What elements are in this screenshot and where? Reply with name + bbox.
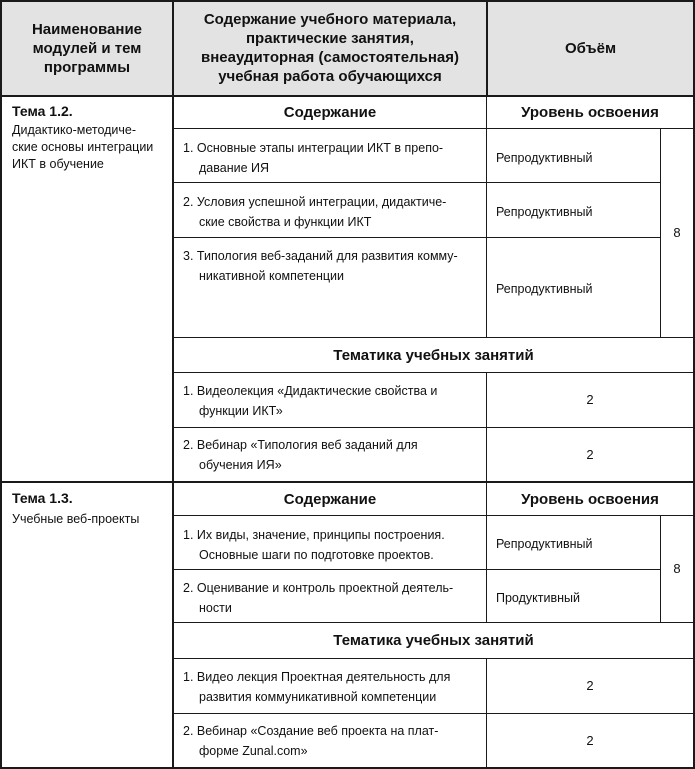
content-item: 1. Их виды, значение, принципы построения. Основные шаги по подготовке проектов. [183,528,445,562]
content-volume: 8 [673,561,681,576]
content-volume: 8 [673,225,681,240]
header-modules-title: Наименование модулей и тем программы [31,21,143,76]
level-subheader: Уровень освоения [521,490,659,508]
topic-number: Тема 1.2. [12,103,73,119]
header-content-title: Содержание учебного материала, практические занятия, внеаудиторная (самостоятельная) учебная работа обучающихся [201,11,459,85]
topic-number: Тема 1.3. [12,490,73,506]
content-subheader: Содержание [283,490,377,508]
session-volume: 2 [586,678,594,693]
mastery-level: Продуктивный [496,591,580,605]
topic-title: Учебные веб-проекты [12,512,140,526]
content-item: 1. Основные этапы интеграции ИКТ в препо- давание ИЯ [183,141,444,175]
session-item: 1. Видео лекция Проектная деятельность для развития коммуникативной компетенции [183,670,451,704]
content-item: 2. Оценивание и контроль проектной деятель- ности [183,581,454,615]
session-item: 2. Вебинар «Типология веб заданий для обучения ИЯ» [183,438,418,472]
session-item: 1. Видеолекция «Дидактические свойства и функции ИКТ» [183,384,438,418]
session-volume: 2 [586,732,594,748]
mastery-level: Репродуктивный [496,537,593,551]
mastery-level: Репродуктивный [496,205,593,219]
sessions-subheader: Тематика учебных занятий [333,632,534,649]
mastery-level: Репродуктивный [496,151,593,165]
session-item: 2. Вебинар «Создание веб проекта на плат- форме Zunal.com» [183,724,439,758]
mastery-level: Репродуктивный [496,282,593,296]
content-item: 3. Типология веб-заданий для развития комму- никативной компетенции [183,249,458,283]
session-volume: 2 [586,392,594,407]
header-volume-title: Объём [564,40,617,57]
session-volume: 2 [586,446,594,462]
level-subheader: Уровень освоения [521,104,659,121]
content-subheader: Содержание [283,104,377,121]
topic-title: Дидактико-методиче- ские основы интеграции ИКТ в обучение [12,123,154,171]
sessions-subheader: Тематика учебных занятий [333,346,534,364]
content-item: 2. Условия успешной интеграции, дидактиче- ские свойства и функции ИКТ [183,195,447,229]
